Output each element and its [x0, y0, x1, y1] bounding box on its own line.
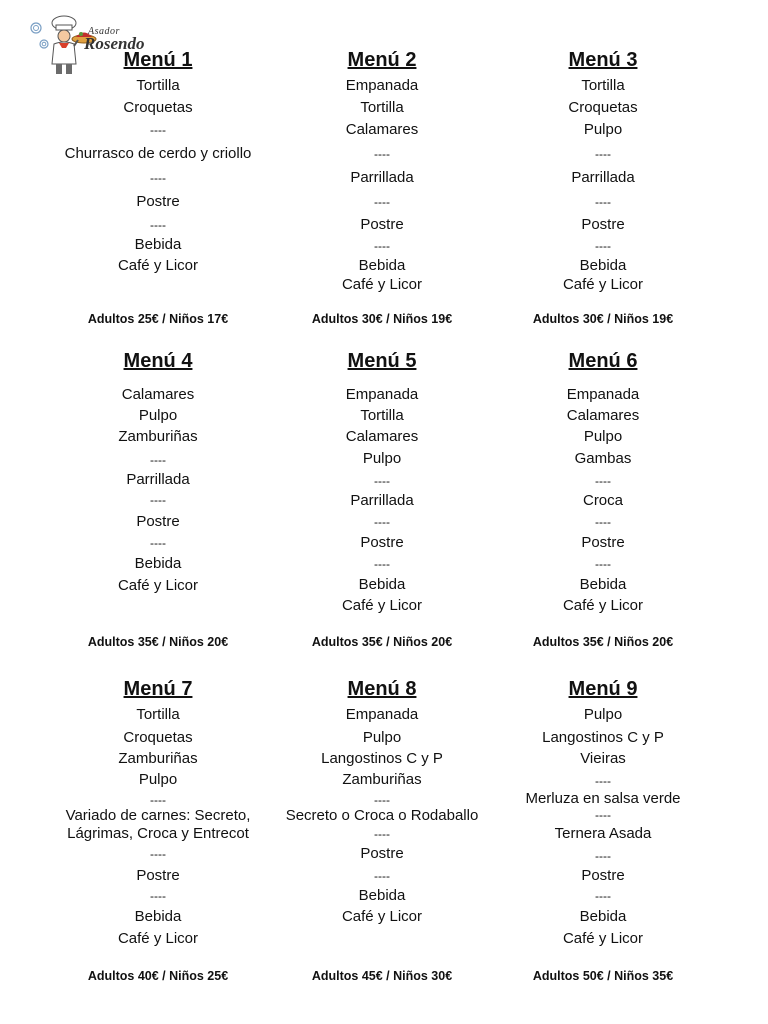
course-separator: ----: [150, 218, 166, 232]
menu-item: Postre: [136, 193, 180, 210]
menu-item: Postre: [360, 216, 404, 233]
menu-item: Tortilla: [581, 77, 625, 94]
menu-title: Menú 7: [123, 678, 193, 700]
course-separator: ----: [150, 171, 166, 185]
menu-title: Menú 3: [568, 49, 638, 71]
menu-item: Parrillada: [571, 169, 635, 186]
menu-title: Menú 2: [347, 49, 417, 71]
course-separator: ----: [150, 847, 166, 861]
menu-price: Adultos 30€ / Niños 19€: [311, 312, 453, 326]
menu-item: Secreto o Croca o Rodaballo: [285, 807, 479, 824]
menu-item: Bebida: [358, 887, 406, 904]
course-separator: ----: [374, 239, 390, 253]
menu-price: Adultos 45€ / Niños 30€: [311, 969, 453, 983]
menu-item: Ternera Asada: [554, 825, 652, 842]
menu-item: Pulpo: [138, 407, 178, 424]
menu-item: Tortilla: [136, 706, 180, 723]
course-separator: ----: [374, 869, 390, 883]
menu-price: Adultos 35€ / Niños 20€: [532, 635, 674, 649]
menu-item: Postre: [581, 534, 625, 551]
menu-item: Zamburiñas: [118, 750, 198, 767]
menu-item: Vieiras: [580, 750, 626, 767]
menu-price: Adultos 35€ / Niños 20€: [311, 635, 453, 649]
menu-item: Bebida: [579, 908, 627, 925]
menu-item: Gambas: [574, 450, 632, 467]
menu-title: Menú 1: [123, 49, 193, 71]
logo-subtitle: Asador: [88, 26, 120, 37]
menu-item: Churrasco de cerdo y criollo: [64, 145, 252, 162]
menu-item: Bebida: [579, 257, 627, 274]
menu-item: Bebida: [134, 236, 182, 253]
menu-item: Café y Licor: [117, 257, 199, 274]
menu-title: Menú 5: [347, 350, 417, 372]
menu-item: Tortilla: [360, 99, 404, 116]
menu-title: Menú 6: [568, 350, 638, 372]
course-separator: ----: [374, 474, 390, 488]
menu-item: Café y Licor: [341, 276, 423, 293]
course-separator: ----: [595, 147, 611, 161]
menu-item: Lágrimas, Croca y Entrecot: [67, 825, 249, 842]
menu-item: Pulpo: [362, 450, 402, 467]
menu-item: Calamares: [345, 121, 419, 138]
course-separator: ----: [595, 239, 611, 253]
menu-item: Zamburiñas: [342, 771, 422, 788]
course-separator: ----: [595, 195, 611, 209]
menu-item: Café y Licor: [341, 597, 423, 614]
menu-price: Adultos 50€ / Niños 35€: [532, 969, 674, 983]
menu-item: Pulpo: [138, 771, 178, 788]
menu-item: Bebida: [579, 576, 627, 593]
menu-item: Tortilla: [136, 77, 180, 94]
menu-item: Empanada: [345, 706, 419, 723]
course-separator: ----: [595, 808, 611, 822]
menu-item: Empanada: [566, 386, 640, 403]
menu-item: Parrillada: [126, 471, 190, 488]
course-separator: ----: [595, 557, 611, 571]
menu-item: Croquetas: [123, 729, 193, 746]
menu-item: Postre: [581, 867, 625, 884]
menu-item: Croquetas: [568, 99, 638, 116]
menu-item: Merluza en salsa verde: [525, 790, 681, 807]
menu-item: Café y Licor: [341, 908, 423, 925]
menu-item: Bebida: [134, 908, 182, 925]
course-separator: ----: [374, 827, 390, 841]
menu-item: Croca: [582, 492, 623, 509]
course-separator: ----: [374, 147, 390, 161]
menu-item: Café y Licor: [562, 597, 644, 614]
menu-item: Postre: [581, 216, 625, 233]
menu-title: Menú 4: [123, 350, 193, 372]
menu-item: Langostinos C y P: [542, 729, 664, 746]
menu-item: Empanada: [345, 77, 419, 94]
course-separator: ----: [150, 493, 166, 507]
course-separator: ----: [150, 453, 166, 467]
menu-item: Pulpo: [583, 121, 623, 138]
course-separator: ----: [150, 793, 166, 807]
menu-item: Tortilla: [360, 407, 404, 424]
menu-item: Bebida: [358, 576, 406, 593]
menu-item: Zamburiñas: [118, 428, 198, 445]
menu-item: Pulpo: [362, 729, 402, 746]
course-separator: ----: [374, 515, 390, 529]
menu-item: Croquetas: [123, 99, 193, 116]
menu-item: Calamares: [345, 428, 419, 445]
logo-name: Rosendo: [84, 34, 145, 53]
menu-item: Parrillada: [350, 492, 414, 509]
menu-item: Café y Licor: [117, 577, 199, 594]
menu-item: Pulpo: [583, 706, 623, 723]
menu-price: Adultos 35€ / Niños 20€: [87, 635, 229, 649]
menu-item: Postre: [136, 513, 180, 530]
menu-item: Postre: [136, 867, 180, 884]
menu-item: Café y Licor: [562, 930, 644, 947]
course-separator: ----: [595, 849, 611, 863]
course-separator: ----: [595, 774, 611, 788]
course-separator: ----: [374, 195, 390, 209]
menu-item: Variado de carnes: Secreto,: [65, 807, 251, 824]
menu-item: Calamares: [121, 386, 195, 403]
menu-price: Adultos 30€ / Niños 19€: [532, 312, 674, 326]
menu-item: Bebida: [358, 257, 406, 274]
menu-price: Adultos 25€ / Niños 17€: [87, 312, 229, 326]
course-separator: ----: [595, 889, 611, 903]
course-separator: ----: [150, 123, 166, 137]
menu-item: Langostinos C y P: [321, 750, 443, 767]
menu-item: Postre: [360, 845, 404, 862]
course-separator: ----: [374, 557, 390, 571]
menu-item: Parrillada: [350, 169, 414, 186]
course-separator: ----: [374, 793, 390, 807]
menu-item: Pulpo: [583, 428, 623, 445]
course-separator: ----: [595, 474, 611, 488]
course-separator: ----: [595, 515, 611, 529]
course-separator: ----: [150, 536, 166, 550]
course-separator: ----: [150, 889, 166, 903]
menu-title: Menú 8: [347, 678, 417, 700]
menu-price: Adultos 40€ / Niños 25€: [87, 969, 229, 983]
menu-item: Calamares: [566, 407, 640, 424]
menu-item: Bebida: [134, 555, 182, 572]
menu-item: Café y Licor: [562, 276, 644, 293]
menu-item: Café y Licor: [117, 930, 199, 947]
menu-item: Postre: [360, 534, 404, 551]
menu-item: Empanada: [345, 386, 419, 403]
menu-title: Menú 9: [568, 678, 638, 700]
